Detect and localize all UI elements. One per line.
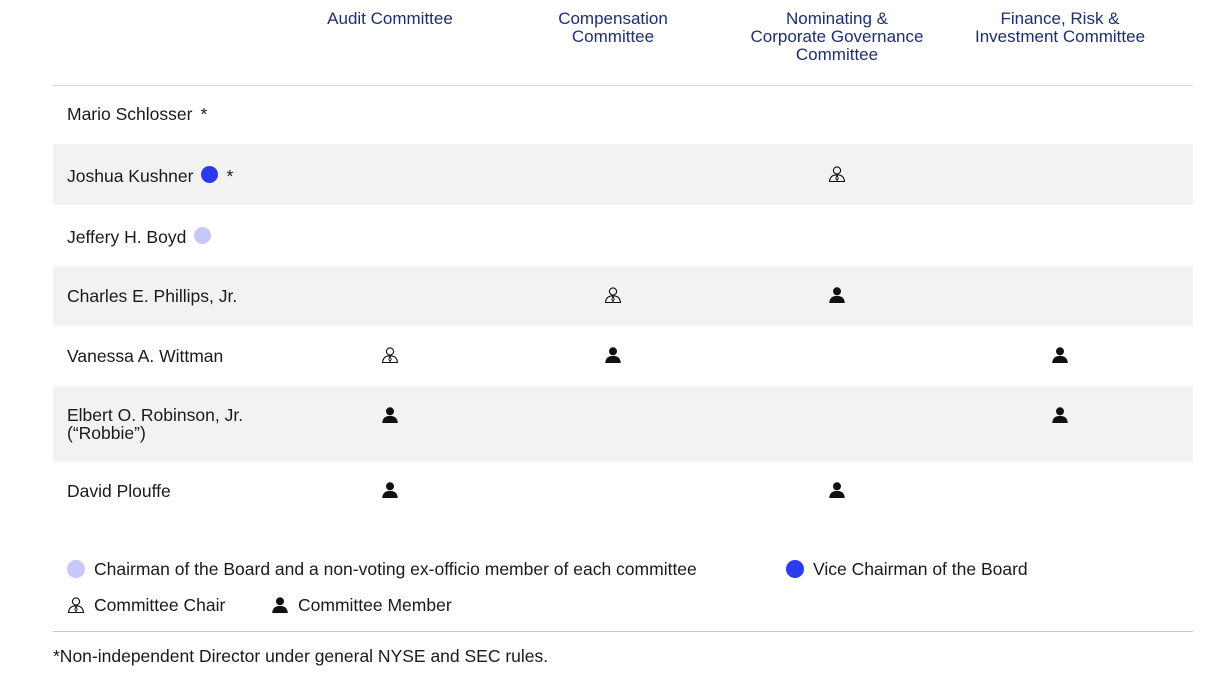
header-line: Investment Committee — [974, 27, 1146, 46]
committee-member-icon — [828, 286, 846, 304]
header-line: Finance, Risk & — [1000, 9, 1120, 28]
legend-chairman-label: Chairman of the Board and a non-voting ex-officio member of each committee — [94, 559, 697, 579]
director-name-text: David Plouffe — [67, 481, 171, 501]
table-row — [53, 144, 1193, 205]
committee-member-icon — [1051, 346, 1069, 364]
committee-member-icon — [381, 406, 399, 424]
committee-member-icon — [604, 346, 622, 364]
non-independent-marker: * — [200, 104, 208, 124]
table-row — [53, 462, 1193, 520]
legend-committee-chair-label: Committee Chair — [94, 595, 226, 615]
legend-committee-chair — [67, 595, 225, 615]
director-name-text: Charles E. Phillips, Jr. — [67, 286, 238, 306]
director-name — [67, 347, 223, 365]
director-name-text: Vanessa A. Wittman — [67, 346, 224, 366]
director-name — [67, 406, 243, 442]
header-nominating — [727, 10, 947, 64]
committee-chair-icon — [67, 596, 85, 614]
table-row — [53, 326, 1193, 386]
header-line: Corporate Governance — [750, 27, 924, 46]
table-row — [53, 86, 1193, 144]
table-row — [53, 205, 1193, 266]
director-name — [67, 287, 237, 305]
header-line: Audit Committee — [327, 9, 453, 28]
legend-committee-member-label: Committee Member — [298, 595, 452, 615]
table-row — [53, 266, 1193, 326]
committee-member-icon — [381, 481, 399, 499]
header-finance — [950, 10, 1170, 46]
director-name-text: Jeffery H. Boyd — [67, 227, 187, 247]
vice-chairman-dot-icon — [201, 166, 218, 183]
header-line: Compensation — [558, 9, 668, 28]
header-compensation — [513, 10, 713, 46]
chairman-dot-icon — [67, 560, 85, 578]
header-audit — [290, 10, 490, 28]
legend-vice-chairman — [786, 559, 1028, 579]
committee-chair-icon — [604, 286, 622, 304]
director-name-text: Mario Schlosser — [67, 104, 193, 124]
legend-chairman — [67, 559, 697, 579]
table-row — [53, 386, 1193, 462]
vice-chairman-dot-icon — [786, 560, 804, 578]
director-name — [67, 105, 207, 123]
committee-chair-icon — [828, 165, 846, 183]
committee-member-icon — [828, 481, 846, 499]
director-name-text: Joshua Kushner — [67, 166, 194, 186]
non-independent-marker: * — [226, 166, 234, 186]
committee-member-icon — [1051, 406, 1069, 424]
footer-divider — [53, 631, 1193, 632]
director-name-text: Elbert O. Robinson, Jr. — [67, 405, 244, 425]
director-name — [67, 227, 211, 246]
committee-chair-icon — [381, 346, 399, 364]
chairman-dot-icon — [194, 227, 211, 244]
legend-vice-chairman-label: Vice Chairman of the Board — [813, 559, 1028, 579]
director-name — [67, 166, 233, 185]
header-line: Committee — [795, 45, 879, 64]
director-name — [67, 482, 171, 500]
header-line: Nominating & — [785, 9, 889, 28]
footnote: *Non-independent Director under general NYSE and SEC rules. — [53, 646, 549, 666]
director-nickname: (“Robbie”) — [67, 423, 146, 443]
header-line: Committee — [571, 27, 655, 46]
legend-committee-member — [271, 595, 452, 615]
committee-member-icon — [271, 596, 289, 614]
